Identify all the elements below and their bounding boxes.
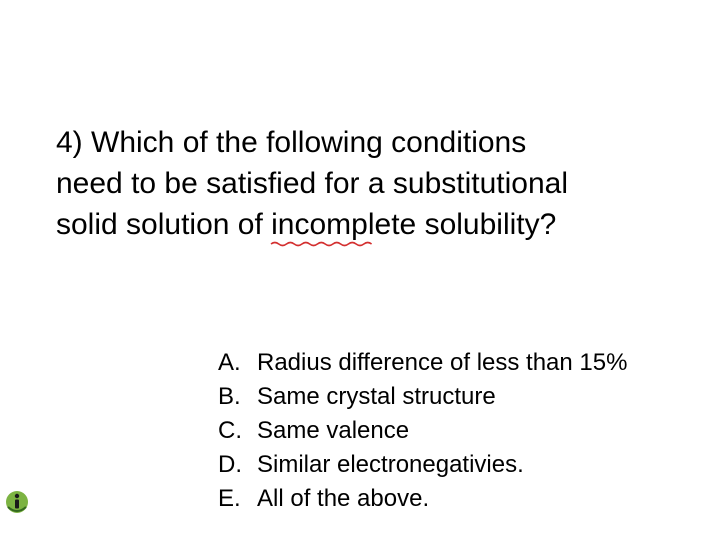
option-text: All of the above. [257, 485, 430, 512]
spellcheck-marked-word [271, 208, 368, 241]
option-text: Similar electronegativies. [257, 451, 524, 478]
option-text: Same crystal structure [257, 383, 496, 410]
option-a [218, 346, 627, 380]
option-b [218, 380, 627, 414]
question-line-3 [56, 204, 706, 245]
option-d [218, 448, 627, 482]
option-letter: A. [218, 349, 241, 376]
option-letter: B. [218, 383, 241, 410]
option-e [218, 482, 627, 516]
question-line-1: 4) Which of the following conditions [56, 126, 527, 159]
option-text: Same valence [257, 417, 410, 444]
option-c [218, 414, 627, 448]
question-text [56, 122, 706, 245]
spellcheck-word-text: incomp [271, 208, 368, 241]
option-letter: E. [218, 485, 241, 512]
info-logo-icon [4, 489, 30, 515]
question-line-3-start: solid solution of [56, 208, 272, 241]
spellcheck-underline [271, 241, 368, 247]
option-letter: C. [218, 417, 242, 444]
option-letter: D. [218, 451, 242, 478]
answer-options [218, 346, 627, 516]
option-text: Radius difference of less than 15% [257, 349, 628, 376]
question-line-2: need to be satisfied for a substitutional [56, 167, 568, 200]
question-line-3-end: lete solubility? [367, 208, 557, 241]
